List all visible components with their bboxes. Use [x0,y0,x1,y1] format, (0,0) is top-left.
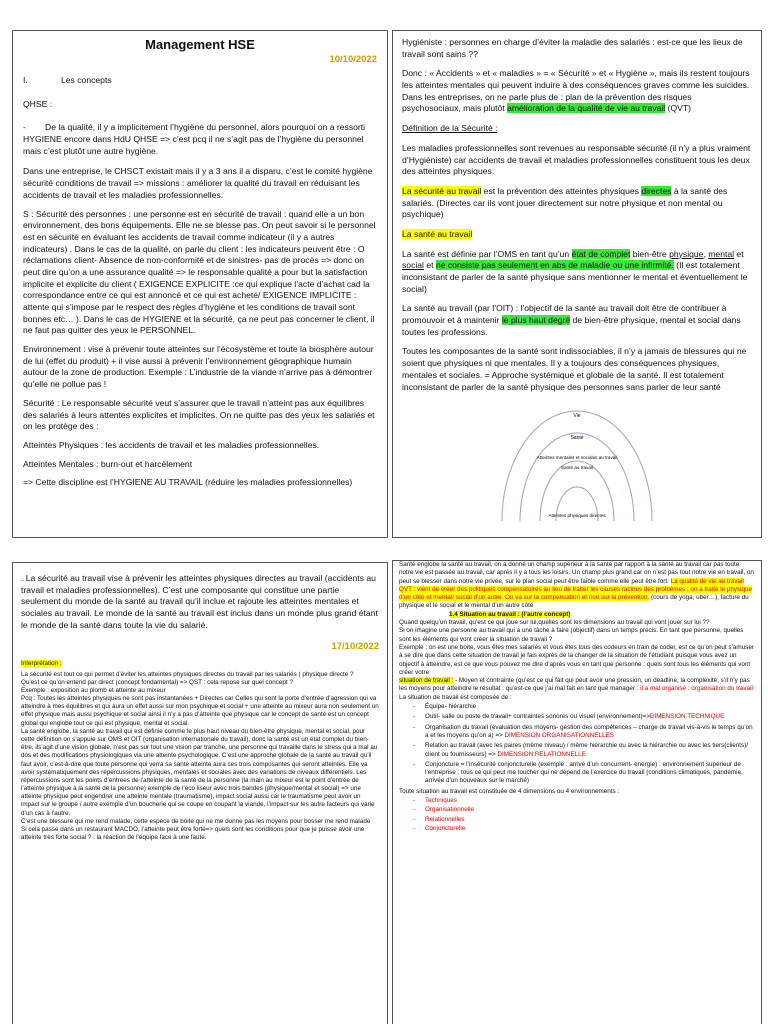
section-1-4 [399,611,755,619]
dash: - [23,122,26,133]
highlight-etat-complet: état de complet [571,248,631,259]
label-atteintes-mentales: Atteintes mentales et sociales au travail [536,455,618,461]
label-vie: Vie [573,413,581,420]
situation-line: Exemple : on est une boite, vous êtes mes salariés et vous êtes tous des codeurs en train de coder, est ce qu’on peut s’amuser à se dire que dans cette situation de travail je fais exprès de la changer de la situation de l’étudiant puisque vous avez un objectif à atteindre, est ce que vous pouvez me dire d’après vous en tant que personne : quels sont tous les éléments qui vont créer votre [399,643,754,676]
sante-heading [402,229,752,241]
list-item [425,703,755,711]
paragraph-hygieniste: Hygiéniste : personnes en charge d’éviter la maladie des salariés : est-ce que les lieux de travail sont sains ?? [402,37,743,59]
composee-heading: La situation de travail est composée de : [399,693,512,701]
text: est la prévention des atteintes physiques [481,185,642,196]
text: Outil- salle ou poste de travail+ contraintes sonores ou visuel (environnement)=> [425,713,650,721]
text: La santé au travail (par l’OIT) : l’objectif de la santé au travail doit être de contribuer à promouvoir et à maintenir [402,303,727,326]
text: (QVT) [665,103,691,114]
text: (Il est totalement inconsistant de parler de la santé physique sans mentionner le mental et éventuellement le social) [402,260,748,294]
list-item [425,713,755,721]
red-dimension: DIMENSION TECHNIQUE [649,713,725,721]
highlight-sante: La santé au travail [402,228,473,239]
paragraph-hygiene [23,122,377,157]
definition-heading: Définition de la Sécurité : [402,123,498,134]
toute-situation: Toute situation au travail est constituée de 4 dimensions ou 4 environnements : [399,787,620,795]
text: de bien-être physique, mental et social dans toutes les professions. [402,315,741,337]
situation-list [399,703,755,786]
dimensions-list [399,797,755,833]
text: bien-être [630,248,670,259]
text: et [734,248,744,259]
highlight-interpretation: Interprétation : [21,660,62,668]
page-4 [392,560,762,1024]
underline-physique: physique [669,248,704,259]
text: Conjoncture = l’insécurité conjoncturelle (exemple : arrivé d’un concurrent- énergie) : environnement supérieur de l’entreprise : tous ce qui peut me toucher qui ne dépend de l’exercice du travail (conditions climatiques, pandémie, arrivée d’un bouveaux sur le marché) [425,760,743,785]
interpretation-line: La santé englobe, la santé au travail qui est définie comme le plus haut niveau du bien-être physique, mental et social, pour cette définition on s’appuie sur OMS et OIT (organisation internationale du travail), donc la santé est un état complet du bien-être, ils’agit d’une vision globale, n’est pas sur tout une vision par tranche, une personne qui travaille dans le stress qui a mal au dos et des modifications physiologiques via une atteinte psychologique. C’est une approche globale de la santé au travail qu’il faut avoir, c’est-à-dire que toute personne qui verra sa santé atteinte aura ces trois composantes qui seront atteintes. Elle va avoir systématiquement des répercussions physiques, mentales et sociales avec des variations de niveaux différentiels. Les répercussions sont les points d’entrées de l’atteinte de la santé de la personne (la main au mixeur est le point d’entrée de l’atteinte physique à la santé de la personne) exemple de l’éco liseur avec trois bandes (physique/mental et social) => une atteinte physique peut engendrer une atteinte mentale (traumatisme), impact social aussi car le traumatisme peut avoir un impact sur le groupe / autre exemple d’un boucherie qui se coupe en coupant la viande, l’impact sur les autre facteurs qui varie d’un cas à l’autre. [21,727,378,817]
text: Organisation du travail (évaluation des moyens- gestion des compétences – charge de travail vis-à-vis le temps qu’on a et les moyens qu’on a) => [425,723,753,739]
list-item [425,742,755,759]
text: La santé est définie par l’OMS en tant qu’un [402,248,572,259]
paragraph-oms [402,249,752,296]
paragraph-chsct: Dans une entreprise, le CHSCT existait mais il y a 3 ans il a disparu, c’est le comité hygiène sécurité conditions de travail => missions : améliorer la qualité du travail en réduisant les accidents de travail et les maladies professionnelles. [23,166,373,200]
paragraph-securite-travail [402,186,752,221]
section-title: Les concepts [61,75,112,85]
highlight-situation-travail: 1.4 Situation au travail : (l’autre concept) [449,610,571,618]
paragraph-securite-vise: . La sécurité au travail vise à prévenir les atteintes physiques directes au travail (accidents au travail et maladies professionnelles). C’est une composante qui constitue une partie seulement du monde de la santé au travail qu’il inclue et rajoute les atteintes mentales et sociales au travail. Le monde de la santé au travail est inclus dans un monde plus grand étant le monde de la santé dans toute la vie du salarié. [21,573,378,630]
dimension-item: - Relationnelles [425,816,755,824]
text: - Moyen et contrainte (qu’est ce qui fait qui peut avoir une pression, un deadline, la complexité, s’il n’y pas les moyens pour atteindre le résultat : qu’est-ce que j’ai mal fait en tant que manager : [399,677,750,693]
list-item [425,724,755,741]
text: Donc : « Accidents » et « maladies » = « Sécurité » et « Hygiène », mais ils restent toujours les atteintes mentales qui peuvent induire à des conséquences graves comme les suicides. Dans les entreprises, on ne parle plus de : plan de la prévention des risques psychosociaux, mais plutôt [402,68,750,114]
date-1: 10/10/2022 [329,54,377,65]
highlight-directes: directes [641,185,672,196]
arc-sante-travail [540,461,614,521]
highlight-securite: La sécurité au travail [402,185,482,196]
doc-title: Management HSE [145,37,255,52]
interpretation-line: Qu’est ce qu’on entend par direct (concept fondamental) => QST : cela repose sur quel concept ? [21,678,293,686]
health-diagram [492,403,662,523]
red-dimension: DIMENSION RELATIONNELLE [497,750,586,758]
dimension-item: - Techniques [425,797,755,805]
underline-social: social [402,260,424,271]
label-sante: Santé [570,435,584,442]
paragraph-maladies: Les maladies professionnelles sont revenues au responsable sécurité (il n’y a plus vraiment d’Hygiéniste) car accidents de travail et maladies professionnelles constituent tous les deux des atteintes physiques. [402,142,751,177]
page-2 [392,30,762,538]
qhse-label: QHSE : [23,98,53,109]
interpretation-line: Pcq : Toutes les atteintes physiques ne sont pas instantanées + Directes car Celles qui sont la porte d’entrée d’agression qui va atteindre à mes équilibres et qui aura un effet aussi sur mon psychique et social + une atteinte au mixeur aura non seulement un effet physique mais aussi psychique et social ainsi il n’y a pas d’atteinte que physique car le concept de santé est un concept global qui englobe tout ce qui est physique, mental et social. [21,695,379,727]
paragraph-securite-personnes: S : Sécurité des personnes : une personne est en sécurité de travail : quand elle a un bon environnement, des bons équipements. Elle ne se blesse pas. On peut savoir si le personnel est en sécurité en évaluant les accidents de travail comme indicateur (il y a autres indicateurs) . Dans le cas de la qualité, on parle du client : les indicateurs peuvent être : O réclamations client- Absence de non-conformité et de sinistres- pas de procès => donc on peut dire qu’on a une assurance qualité => le responsable qualité a pour but la satisfaction implicite et explicite du client ( EXIGENCE EXPLICITE :ce qui explique l’acte d’achat cad la correspondance entre ce qui est annoncé et ce qui est acheté/ EXIGENCE IMPLICITE : attente qui s’impose par le respect des règles d’hygiène et les conditions de travail sont bonnes etc… ). Dans le cas de HYGIENE et la sécurité, ça ne peut pas concerner le client, il ne faut pas quitter des yeux le PERSONNEL. [23,208,376,336]
highlight-qvt: amélioration de la qualité de vie au travail [507,103,666,114]
highlight-haut-degre: le plus haut degré [501,315,571,326]
dimension-item: - Conjoncturelle [425,825,755,833]
paragraph-atteintes-mentales: Atteintes Mentales : burn-out et harcèlement [23,458,193,469]
paragraph-environnement: Environnement : vise à prévenir toute atteintes sur l’écosystème et toute la biosphère autour de lui (effet du produit) + il vise aussi à prévenir l’environnement géographique humain autour de la zone de production. Exemple : L’industrie de la viande n’arrive pas à démontrer qu’elle ne pollue pas ! [23,344,374,390]
text: Santé englobe la santé au travail, on a donné un champ supérieur à la santé par rapport à la santé au travail car pas toute notre vie est passée au travail, car après il y a tous les loisirs. Un champ plus grand car on n’est pas tout notre vie en travail, on peut se blesser dans notre vie privée, sur le plan social peut être faible comme elle peut être fort. [399,561,754,585]
underline-mental: mental [708,248,735,259]
text: Équipe- hiérarchie [425,703,477,711]
paragraph-composantes: Toutes les composantes de la santé sont indissociables, il n’y a jamais de blessures qui ne soient que physiques ni que mentales. Il y a toujours des conséquences physiques, mentales et sociales. = Approche systémique et globale de la santé. Il est totalement inconsistant de parler de la santé physique des personnes sans parler de leur santé [402,346,747,392]
paragraph-oit [402,303,752,338]
section-number: I. [23,75,28,85]
situation-line: Si on imagine une personne au travail qui a une tâche à faire (objectif) dans un temps précis. En tant que personne, quelles sont les éléments qui vont créer la situation de travail ? [399,627,744,643]
paragraph-donc [402,68,752,115]
paragraph-atteintes-physiques: Atteintes Physiques : les accidents de travail et les maladies professionnelles. [23,439,320,450]
page-3 [12,562,388,1024]
text: à la santé des salariés. (Directes car ils vont jouer directement sur notre physique et non mental ou psychique) [402,185,728,220]
highlight-ne-consiste: ne consiste pas seulement en abs de maladie ou une infirmité. [435,260,674,271]
situation-definition [399,677,755,694]
arc-sante [520,433,634,521]
dimension-item: - Organisationnelle [425,806,755,814]
interpretation-line: Si cela passe dans un restaurant MACDO, l’atteinte peut être forte=> quels sont les conditions pour que je puisse avoir une atteinte très forte social ? : la réaction de l’équipe face à une faute. [21,825,365,842]
paragraph-securite: Sécurité : Le responsable sécurité veut s’assurer que le travail n’atteint pas aux équilibres des salariés à leurs attentes explicites et implicites. On ne quitte pas des yeux les salariés et on les protège des : [23,397,375,432]
interpretation-line: La sécurité est tout ce qui permet d’éviter les atteintes physiques directes du travail par les salariés ( physique directe ? [21,670,354,678]
date-2: 17/10/2022 [331,641,379,653]
situation-line: Quand quelqu’un travail, qu’est ce qui joue sur lui,quelles sont les dimensions au travail qui vont jouer sur lui ?? [399,619,710,627]
highlight-qvt-definition: La qualité de vie au travail QVT : vient de créer des politiques compensatoires au lieu de traiter les causes racines des problèmes ; on a traité le physique d’un côté et mental/ social d’un autre. On va sur la compensation et non sur la prévention. [399,577,753,602]
paragraph-text: De la qualité, il y a implicitement l’hygiène du personnel, alors pourquoi on a ressorti HYGIENE encore dans HdU QHSE => c’est pcq il ne s’agit pas de l’hygiène du personnel mais c’est plutôt une autre hygiène. [23,122,366,156]
interpretation-line: Exemple : exposition au plomb et atteinte au mixeur [21,686,166,694]
text: , [703,248,709,259]
list-item [425,761,755,786]
interpretation-heading [21,660,379,668]
red-organisation: il a mal organisé : organisation du travail [640,685,753,693]
page-1 [12,30,388,538]
text: (cours de yoga, uber…), facture du physique et le social et le mental d’un autre côté [399,594,749,610]
interpretation-line: C’est une blessure qui me rend malade, cette espèce de boite qui ne me donne pas les moyens pour bosser me rend malade [21,817,371,825]
paragraph-sante-englobe [399,561,755,611]
label-sante-travail: Santé au travail [561,465,593,471]
red-dimension: DIMENSION ORGANISATIONNELLES [504,731,614,739]
section-heading [23,75,377,87]
text: Relation au travail (avec les paires (même niveau) / même hiérarchie ou avec la hiérarchie ou avec les tiers(clients)/ client ou fournisseurs) => [425,742,749,758]
highlight-situation: situation de travail : [399,677,454,685]
label-atteintes-physiques: Atteintes physiques directes [548,513,606,519]
text: et [423,260,436,271]
paragraph-hygiene-travail: => Cette discipline est l’HYGIENE AU TRAVAIL (réduire les maladies professionnelles) [23,477,353,488]
